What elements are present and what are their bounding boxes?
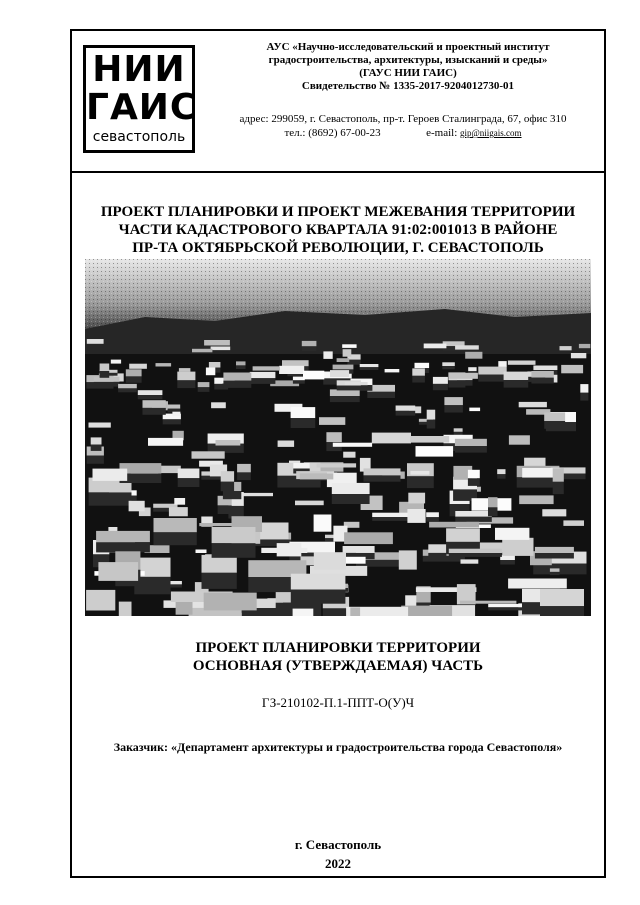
building — [330, 389, 360, 396]
logo-line-1: НИИ — [92, 49, 186, 90]
building-shadow — [323, 608, 349, 616]
building — [156, 363, 172, 366]
building — [580, 384, 588, 393]
building-shadow — [218, 505, 232, 514]
building — [118, 384, 137, 389]
building — [87, 339, 104, 344]
document-subtitle — [72, 639, 604, 675]
building — [98, 562, 138, 581]
logo-line-2: ГАИС — [86, 87, 198, 128]
building — [442, 362, 455, 366]
building-shadow — [212, 543, 256, 558]
building — [579, 344, 590, 348]
building-shadow — [332, 494, 370, 504]
building — [96, 531, 150, 542]
building-shadow — [488, 607, 522, 610]
building-shadow — [216, 446, 241, 451]
building-shadow — [468, 478, 480, 486]
logo — [83, 45, 198, 153]
subtitle-line-2: ОСНОВНАЯ (УТВЕРЖДАЕМАЯ) ЧАСТЬ — [192, 658, 484, 674]
building-shadow — [163, 419, 181, 424]
building — [337, 358, 350, 362]
building — [407, 509, 425, 523]
title-line-1: ПРОЕКТ ПЛАНИРОВКИ И ПРОЕКТ МЕЖЕВАНИЯ ТЕРРИТОРИИ — [100, 204, 576, 220]
building-shadow — [433, 384, 448, 390]
building-shadow — [396, 411, 416, 416]
building — [169, 507, 188, 516]
building — [176, 601, 193, 615]
building — [345, 382, 368, 385]
building-shadow — [143, 408, 166, 415]
building-shadow — [428, 553, 446, 561]
building — [277, 543, 302, 556]
building — [415, 363, 430, 368]
building — [455, 439, 487, 446]
building — [343, 546, 375, 553]
building — [143, 400, 166, 408]
building-shadow — [237, 472, 251, 480]
building-shadow — [236, 365, 246, 369]
building — [449, 373, 478, 379]
building-shadow — [442, 366, 455, 369]
building — [553, 468, 564, 482]
building-shadow — [478, 375, 506, 382]
building-shadow — [544, 421, 565, 429]
building-shadow — [337, 386, 361, 391]
building — [93, 469, 128, 481]
building — [148, 438, 183, 446]
building-shadow — [177, 380, 195, 388]
building — [314, 552, 346, 570]
building — [211, 347, 231, 351]
building — [540, 589, 584, 606]
building — [212, 527, 256, 543]
building — [455, 511, 492, 517]
building — [550, 568, 560, 572]
building — [236, 361, 246, 365]
building — [196, 550, 207, 554]
building — [209, 362, 221, 368]
subtitle-line-1: ПРОЕКТ ПЛАНИРОВКИ ТЕРРИТОРИИ — [195, 640, 481, 656]
building — [468, 470, 480, 479]
building-shadow — [126, 376, 142, 382]
building — [460, 601, 517, 604]
org-abbreviation: (ГАУС НИИ ГАИС) — [359, 67, 457, 79]
building-shadow — [457, 380, 473, 386]
building-shadow — [223, 491, 241, 499]
building — [172, 412, 180, 416]
building — [326, 432, 341, 442]
building-shadow — [497, 474, 505, 479]
logo-line-3: севастополь — [92, 129, 186, 145]
year: 2022 — [325, 856, 351, 871]
building — [293, 609, 314, 616]
building — [455, 345, 479, 349]
aerial-city-photo — [85, 259, 591, 616]
building — [333, 365, 354, 370]
document-frame — [70, 29, 606, 878]
building — [560, 346, 572, 350]
building — [323, 351, 332, 359]
building — [179, 368, 191, 372]
building — [86, 590, 115, 611]
building — [168, 405, 181, 409]
building-shadow — [540, 606, 584, 616]
building-shadow — [100, 371, 110, 378]
building — [216, 440, 241, 446]
building — [446, 528, 480, 542]
building — [282, 360, 309, 366]
building — [364, 468, 401, 475]
organization-block — [212, 41, 604, 93]
building — [154, 518, 197, 532]
building — [561, 365, 583, 373]
building-shadow — [178, 478, 200, 487]
building — [177, 372, 195, 381]
building-shadow — [533, 564, 586, 575]
building-shadow — [293, 380, 305, 383]
building — [410, 436, 449, 443]
building — [319, 417, 345, 425]
building — [433, 377, 448, 384]
building — [178, 469, 200, 479]
building — [91, 437, 102, 444]
building — [519, 402, 547, 407]
building — [524, 458, 545, 467]
building — [342, 344, 356, 348]
building-shadow — [553, 482, 564, 494]
building-shadow — [360, 367, 379, 370]
building — [360, 364, 379, 367]
building — [508, 579, 567, 589]
building-shadow — [291, 590, 346, 604]
building — [119, 602, 132, 616]
building — [211, 402, 226, 408]
building-shadow — [347, 360, 360, 365]
building — [497, 469, 505, 474]
building — [408, 493, 425, 504]
building-shadow — [154, 532, 197, 545]
org-name-line-2: градостроительства, архитектуры, изысканий и среды» — [268, 54, 548, 66]
building — [571, 353, 586, 358]
building — [372, 433, 411, 444]
building — [198, 382, 210, 387]
document-title — [72, 203, 604, 257]
building-shadow — [531, 378, 553, 384]
building — [333, 443, 372, 447]
building — [469, 408, 480, 412]
building — [498, 361, 506, 367]
building-shadow — [91, 445, 102, 451]
building — [221, 471, 234, 482]
building-shadow — [426, 517, 439, 521]
building — [509, 435, 530, 444]
email-label: e-mail: — [426, 127, 458, 139]
building — [250, 372, 276, 378]
building — [519, 495, 553, 504]
building-shadow — [302, 346, 317, 351]
building — [533, 366, 557, 371]
building — [279, 366, 304, 374]
building — [302, 341, 317, 346]
building — [412, 368, 425, 375]
building — [89, 423, 111, 428]
building — [428, 544, 446, 553]
building-shadow — [412, 376, 425, 383]
building — [465, 352, 482, 359]
building — [293, 463, 309, 469]
building — [100, 364, 110, 372]
building-shadow — [364, 475, 401, 481]
building — [291, 574, 346, 590]
building — [531, 371, 553, 378]
building — [344, 532, 393, 544]
building — [126, 369, 142, 376]
building-shadow — [407, 476, 434, 488]
document-header — [72, 31, 604, 173]
building — [223, 373, 251, 381]
building-shadow — [330, 396, 360, 402]
building — [502, 538, 533, 556]
building — [174, 498, 185, 505]
building-shadow — [138, 395, 163, 399]
building — [314, 515, 332, 532]
building — [495, 528, 529, 540]
building — [542, 509, 566, 516]
building-shadow — [118, 388, 137, 392]
org-name-line-1: АУС «Научно-исследовательский и проектный институт — [266, 41, 550, 53]
building — [317, 463, 357, 467]
building-shadow — [455, 517, 492, 522]
building — [410, 471, 429, 475]
building — [504, 372, 529, 380]
building-shadow — [500, 560, 515, 565]
building-shadow — [427, 420, 436, 429]
building-shadow — [291, 418, 316, 428]
building — [449, 549, 502, 553]
contacts-block — [202, 112, 604, 140]
building-shadow — [96, 542, 150, 552]
building — [508, 361, 536, 365]
building-shadow — [221, 482, 234, 492]
address: адрес: 299059, г. Севастополь, пр-т. Героев Сталинграда, 67, офис 310 — [239, 113, 567, 125]
building — [535, 547, 574, 553]
building — [300, 473, 334, 479]
building-shadow — [202, 573, 237, 589]
phone: тел.: (8692) 67-00-23 — [284, 127, 381, 139]
building — [204, 593, 257, 611]
building-shadow — [488, 507, 498, 516]
building — [396, 406, 416, 411]
building-shadow — [87, 456, 104, 464]
building — [426, 512, 439, 517]
building-shadow — [198, 387, 210, 392]
building — [303, 371, 324, 380]
building-shadow — [250, 378, 276, 384]
building-shadow — [367, 392, 395, 398]
building — [563, 520, 584, 526]
building — [488, 604, 522, 607]
building — [330, 370, 349, 377]
building — [461, 559, 479, 563]
building — [204, 340, 230, 346]
building — [385, 369, 400, 372]
building — [468, 367, 476, 371]
building — [206, 368, 215, 376]
building — [129, 364, 147, 369]
building-shadow — [455, 446, 487, 453]
building-shadow — [550, 572, 560, 575]
building — [399, 550, 417, 569]
building — [544, 412, 565, 421]
building — [343, 452, 355, 458]
building-shadow — [94, 382, 120, 387]
building — [129, 501, 145, 512]
building — [424, 344, 447, 349]
document-code: ГЗ-210102-П.1-ППТ-О(У)Ч — [261, 695, 415, 710]
building — [237, 464, 251, 473]
building — [401, 606, 452, 616]
building-shadow — [454, 432, 463, 435]
building — [478, 367, 506, 375]
building — [488, 497, 498, 507]
city: г. Севастополь — [294, 837, 382, 852]
title-line-3: ПР-ТА ОКТЯБРЬСКОЙ РЕВОЛЮЦИИ, Г. СЕВАСТОПОЛЬ — [132, 240, 544, 256]
building — [291, 407, 316, 418]
title-line-2: ЧАСТИ КАДАСТРОВОГО КВАРТАЛА 91:02:001013 В РАЙОНЕ — [118, 222, 558, 238]
building-shadow — [580, 393, 588, 401]
building — [350, 607, 360, 616]
building — [343, 349, 352, 357]
building-shadow — [444, 405, 463, 412]
building-shadow — [89, 492, 132, 505]
building — [192, 349, 212, 353]
email-link[interactable]: gip@niigais.com — [460, 128, 522, 138]
building — [278, 441, 295, 447]
building — [295, 501, 324, 506]
building-shadow — [504, 380, 529, 388]
building — [253, 366, 280, 370]
building-shadow — [223, 381, 251, 388]
building-shadow — [535, 553, 574, 559]
phone-email-line — [202, 126, 604, 140]
org-certificate: Свидетельство № 1335-2017-9204012730-01 — [301, 80, 515, 92]
building — [192, 451, 225, 458]
building — [138, 390, 163, 395]
building-shadow — [449, 553, 502, 557]
building — [416, 446, 454, 457]
building — [427, 410, 436, 420]
customer-line: Заказчик: «Департамент архитектуры и градостроительства города Севастополя» — [113, 740, 563, 754]
building — [429, 522, 479, 528]
building — [444, 397, 463, 405]
building — [111, 360, 121, 364]
building — [332, 483, 370, 494]
building — [454, 428, 463, 432]
